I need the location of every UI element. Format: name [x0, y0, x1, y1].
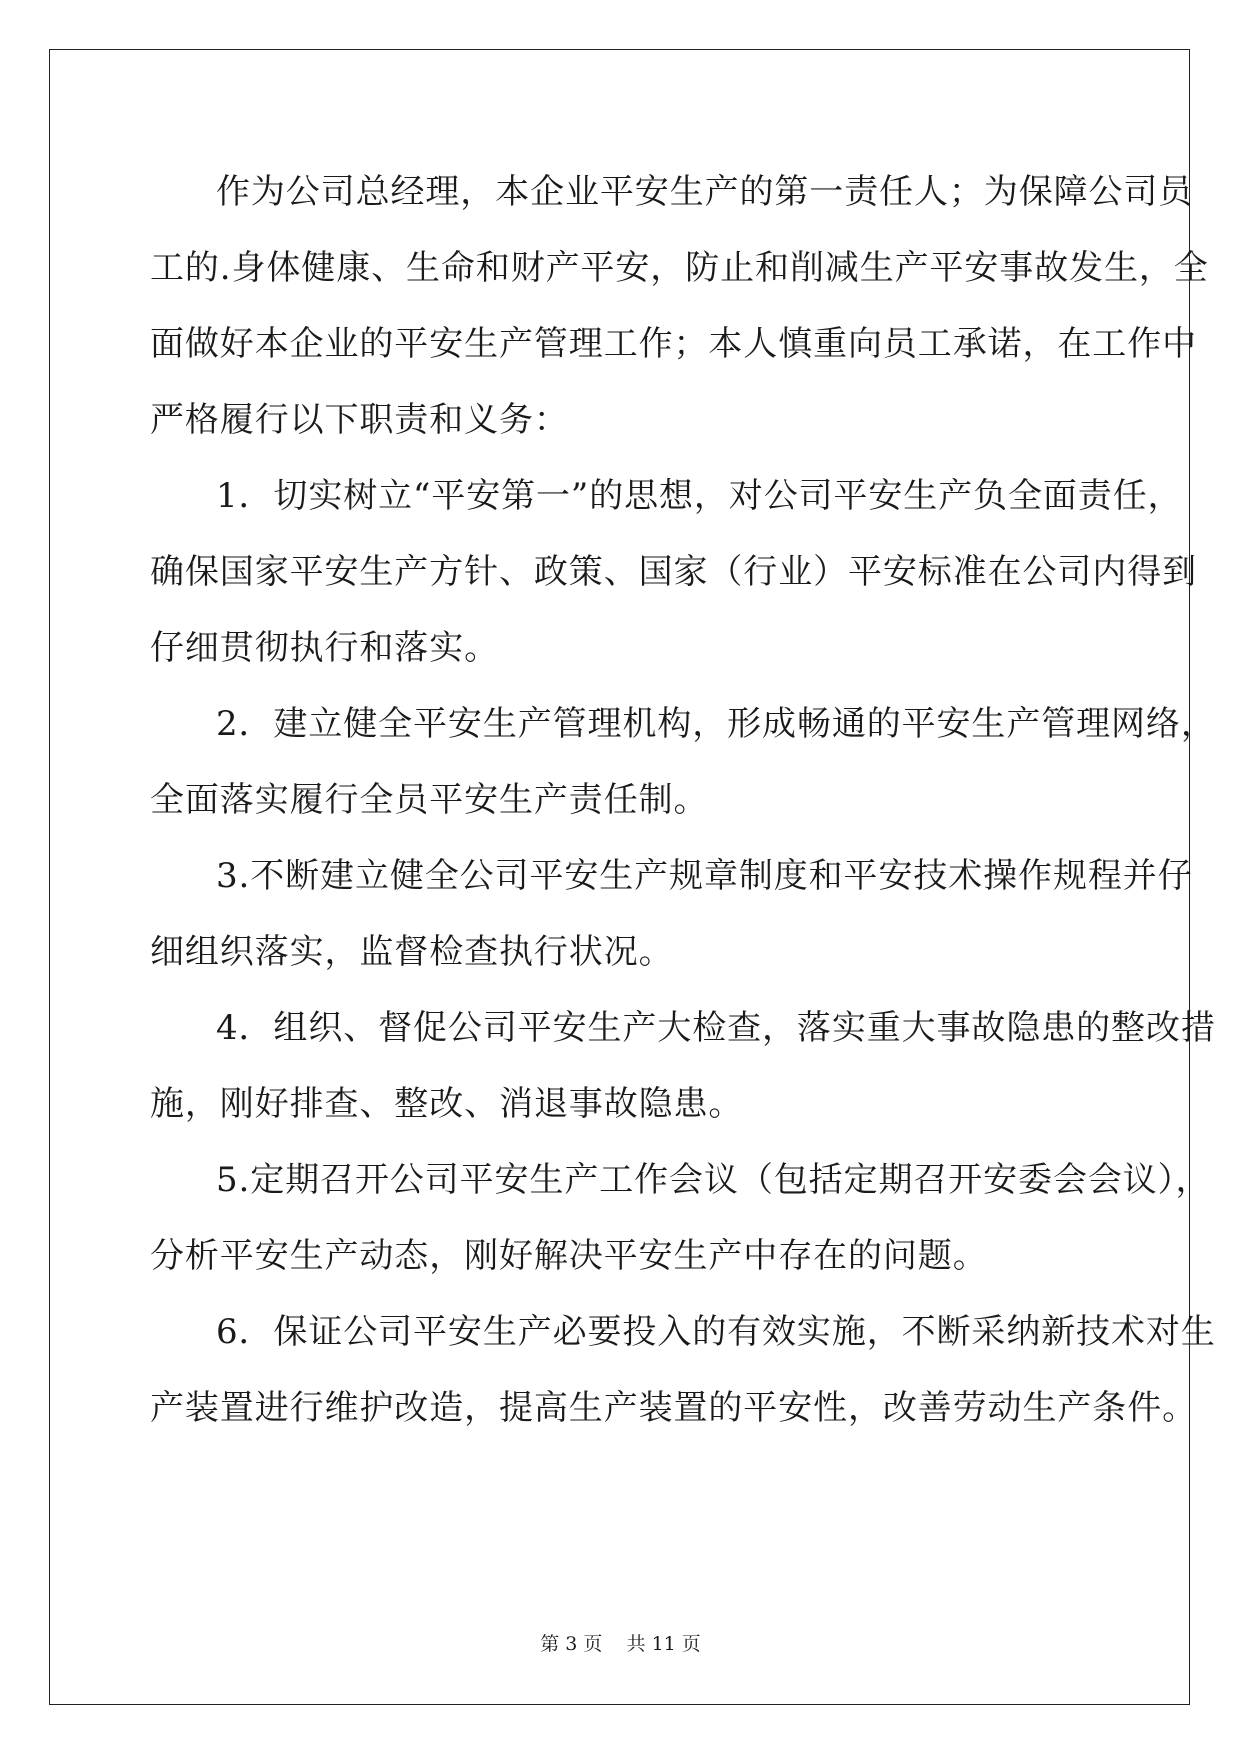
paragraph-intro-line-3: 面做好本企业的平安生产管理工作；本人慎重向员工承诺，在工作中 [150, 324, 1197, 364]
item-1-line-3: 仔细贯彻执行和落实。 [150, 628, 499, 668]
item-3-line-2: 细组织落实，监督检查执行状况。 [150, 932, 674, 972]
item-5-line-2: 分析平安生产动态，刚好解决平安生产中存在的问题。 [150, 1236, 988, 1276]
item-1-line-1: 1．切实树立“平安第一”的思想，对公司平安生产负全面责任， [216, 476, 1183, 516]
page-number-footer: 第 3 页 共 11 页 [540, 1633, 701, 1655]
paragraph-intro-line-2: 工的.身体健康、生命和财产平安，防止和削减生产平安事故发生，全 [150, 248, 1209, 288]
document-body [150, 164, 1216, 1456]
paragraph-intro-line-4: 严格履行以下职责和义务： [150, 400, 569, 440]
paragraph-intro-line-1: 作为公司总经理，本企业平安生产的第一责任人；为保障公司员 [216, 172, 1194, 212]
item-3-line-1: 3.不断建立健全公司平安生产规章制度和平安技术操作规程并仔 [216, 856, 1193, 896]
item-2-line-1: 2．建立健全平安生产管理机构，形成畅通的平安生产管理网络， [216, 704, 1216, 744]
item-4-line-2: 施，刚好排查、整改、消退事故隐患。 [150, 1084, 744, 1124]
item-4-line-1: 4．组织、督促公司平安生产大检查，落实重大事故隐患的整改措 [216, 1008, 1216, 1048]
item-1-line-2: 确保国家平安生产方针、政策、国家（行业）平安标准在公司内得到 [150, 552, 1197, 592]
item-2-line-2: 全面落实履行全员平安生产责任制。 [150, 780, 709, 820]
item-6-line-1: 6．保证公司平安生产必要投入的有效实施，不断采纳新技术对生 [216, 1312, 1216, 1352]
item-6-line-2: 产装置进行维护改造，提高生产装置的平安性，改善劳动生产条件。 [150, 1388, 1197, 1428]
item-5-line-1: 5.定期召开公司平安生产工作会议（包括定期召开安委会会议）， [216, 1160, 1211, 1200]
